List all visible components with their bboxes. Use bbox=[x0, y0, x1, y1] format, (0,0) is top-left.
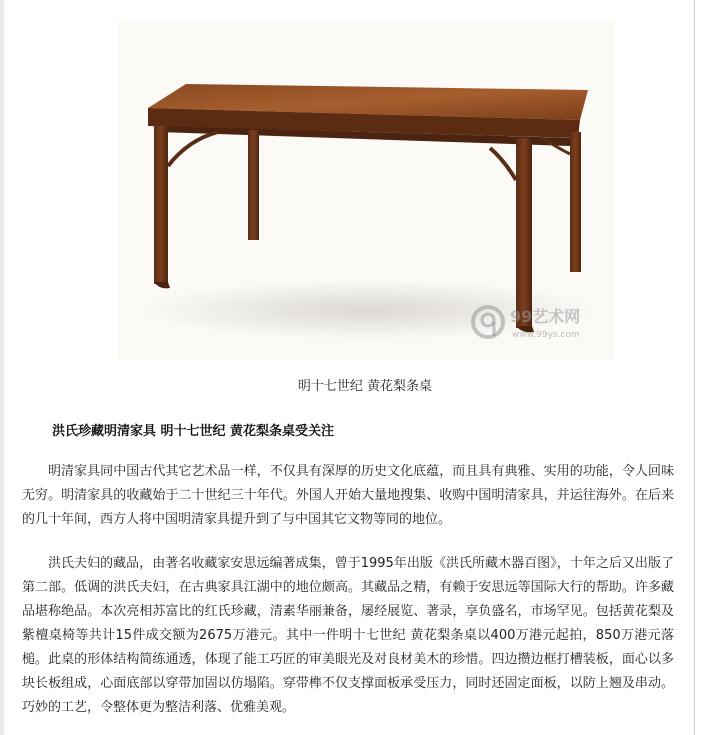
image-caption: 明十七世纪 黄花梨条桌 bbox=[297, 379, 433, 394]
right-border bbox=[694, 0, 695, 735]
watermark-logo-icon bbox=[470, 304, 506, 340]
paragraph-2: 洪氏夫妇的藏品，由著名收藏家安思远编著成集，曾于1995年出版《洪氏所藏木器百图》，十年之后又出版了第二部。低调的洪氏夫妇，在古典家具江湖中的地位颇高。其藏品之精，有赖于安思远等国际大行的帮助。许多藏品堪称绝品。本次亮相苏富比的红氏珍藏，清素华丽兼备，屡经展览、著录，享负盛名，市场罕见。包括黄花梨及紫檀桌椅等共计15件成交额为2675万港元。其中一件明十七世纪 黄花梨条桌以400万港元起拍，850万港元落槌。此桌的形体结构简练通透，体现了能工巧匠的审美眼光及对良材美木的珍惜。四边攒边框打槽装板，面心以多块长板组成，心面底部以穿带加固以仿塌陷。穿带榫不仅支撑面板承受压力，同时还固定面板，以防上翘及串动。巧妙的工艺，令整体更为整洁利落、优雅美观。 bbox=[22, 556, 674, 715]
watermark-url: www.99ys.com bbox=[512, 330, 580, 340]
watermark-text: 99艺术网 bbox=[510, 307, 581, 326]
paragraph-1: 明清家具同中国古代其它艺术品一样，不仅具有深厚的历史文化底蕴，而且具有典雅、实用的功能，令人回味无穷。明清家具的收藏始于二十世纪三十年代。外国人开始大量地搜集、收购中国明清家具，并运往海外。在后来的几十年间，西方人将中国明清家具提升到了与中国其它文物等同的地位。 bbox=[22, 464, 674, 527]
watermark bbox=[470, 302, 620, 348]
left-border bbox=[0, 0, 4, 735]
article-heading: 洪氏珍藏明清家具 明十七世纪 黄花梨条桌受关注 bbox=[52, 424, 335, 439]
